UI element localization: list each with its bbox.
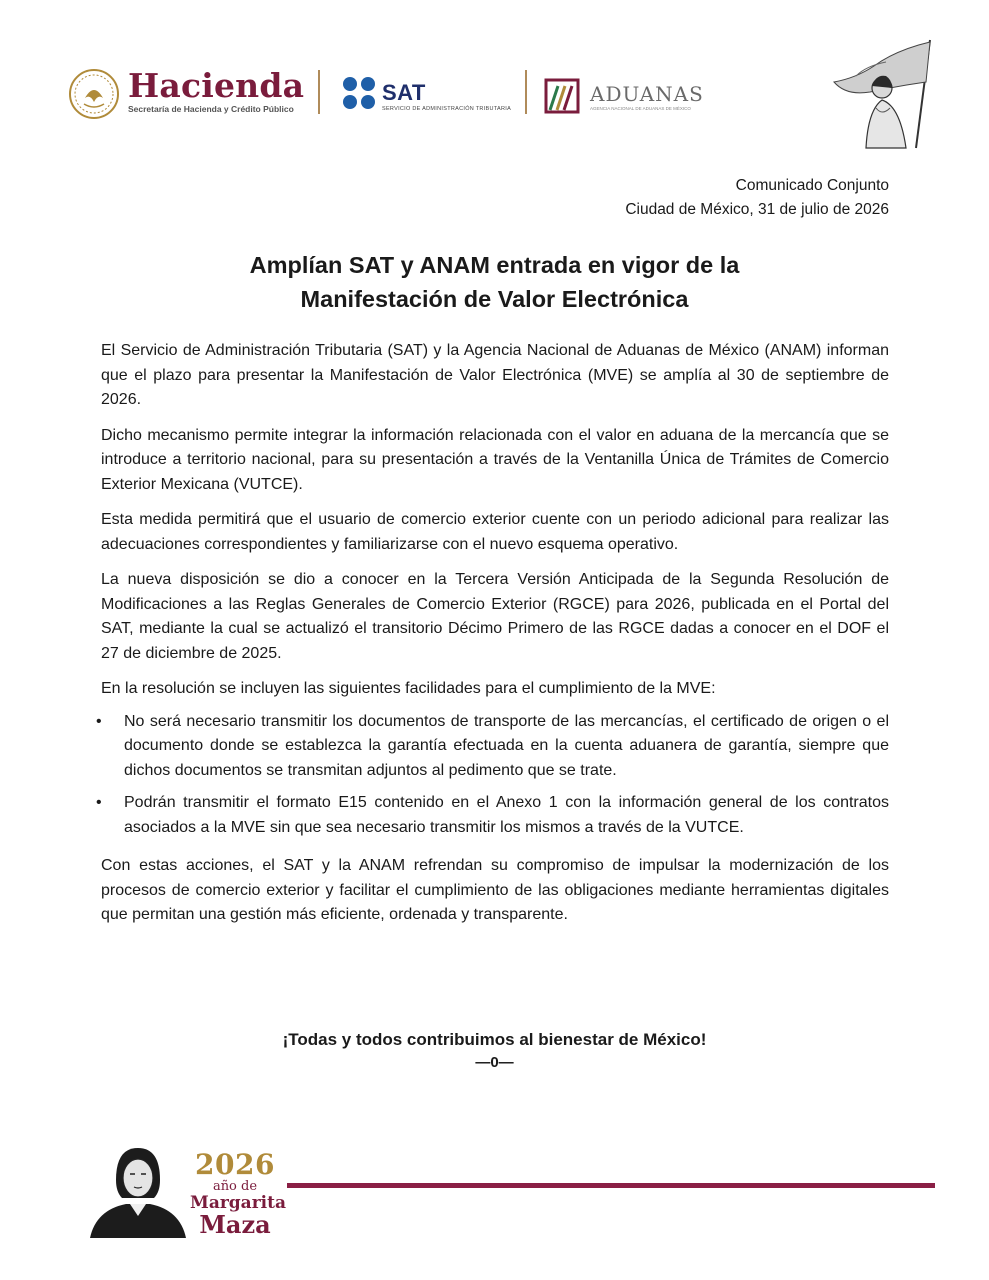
hacienda-wordmark: Hacienda <box>128 66 305 105</box>
year-number: 2026 <box>195 1148 275 1181</box>
bullet-icon: • <box>96 712 102 730</box>
list-item-text: Podrán transmitir el formato E15 contenido en el Anexo 1 con la información general de los contratos asociados a la MVE sin que sea necesario transmitir los mismos a través de la VUTCE. <box>124 794 889 836</box>
header-logos <box>68 64 728 124</box>
title-line-2: Manifestación de Valor Electrónica <box>300 286 689 312</box>
list-item <box>96 710 889 784</box>
list-item <box>96 791 889 840</box>
logo-divider <box>525 70 527 114</box>
sat-dots-icon <box>342 76 376 110</box>
national-seal-icon <box>68 68 120 120</box>
footer-rule <box>287 1183 935 1188</box>
title-line-1: Amplían SAT y ANAM entrada en vigor de la <box>249 252 740 278</box>
hacienda-logo <box>68 66 308 122</box>
paragraph: Con estas acciones, el SAT y la ANAM refrendan su compromiso de impulsar la modernización de los procesos de comercio exterior y facilitar el cumplimiento de las obligaciones mediante herramientas digitales que permitan una gestión más eficiente, ordenada y transparente. <box>101 857 889 923</box>
aduanas-logo <box>544 76 744 116</box>
paragraph: La nueva disposición se dio a conocer en la Tercera Versión Anticipada de la Segunda Resolución de Modificaciones a las Reglas Generales de Comercio Exterior (RGCE) para 2026, publicada en el Portal del SAT, mediante la cual se actualizó el transitorio Décimo Primero de las RGCE dadas a conocer en el DOF el 27 de diciembre de 2025. <box>101 571 889 662</box>
year-ano-label: año de <box>212 1179 258 1194</box>
sat-subtitle: SERVICIO DE ADMINISTRACIÓN TRIBUTARIA <box>382 106 512 112</box>
sat-wordmark: SAT <box>382 80 426 105</box>
aduanas-mark-icon <box>544 78 580 114</box>
place-and-date: Ciudad de México, 31 de julio de 2026 <box>625 201 889 218</box>
hacienda-subtitle: Secretaría de Hacienda y Crédito Público <box>128 104 294 114</box>
paragraph: Esta medida permitirá que el usuario de comercio exterior cuente con un periodo adicional para realizar las adecuaciones correspondientes y familiarizarse con el nuevo esquema operativo. <box>101 511 889 553</box>
release-type: Comunicado Conjunto <box>735 177 889 194</box>
year-logo <box>190 1148 286 1239</box>
paragraph: En la resolución se incluyen las siguientes facilidades para el cumplimiento de la MVE: <box>101 680 716 697</box>
logo-divider <box>318 70 320 114</box>
closing-slogan: ¡Todas y todos contribuimos al bienestar de México! <box>282 1030 707 1049</box>
sat-logo <box>342 76 522 116</box>
dateline <box>625 174 889 222</box>
list-item-text: No será necesario transmitir los documentos de transporte de las mercancías, el certificado de origen o el documento donde se establezca la garantía efectuada en la cuenta aduanera de garantía, siempre que dichos documentos se transmitan adjuntos al pedimento que se trate. <box>124 712 889 779</box>
bullet-icon: • <box>96 794 102 811</box>
end-mark: —0— <box>475 1054 514 1071</box>
facilities-list <box>96 710 889 841</box>
year-name-first: Margarita <box>190 1193 286 1213</box>
paragraph: El Servicio de Administración Tributaria (SAT) y la Agencia Nacional de Aduanas de México (ANAM) informan que el plazo para presentar la Manifestación de Valor Electrónica (MVE) se amplía al 30 de septiembre de 2026. <box>101 342 889 408</box>
year-name-last: Maza <box>199 1210 271 1239</box>
portrait-illustration-icon <box>86 1140 190 1238</box>
aduanas-wordmark: ADUANAS <box>590 82 704 106</box>
flag-bearer-illustration-icon <box>826 36 938 152</box>
aduanas-subtitle: AGENCIA NACIONAL DE ADUANAS DE MÉXICO <box>590 106 691 111</box>
paragraph: Dicho mecanismo permite integrar la información relacionada con el valor en aduana de la mercancía que se introduce a territorio nacional, para su presentación a través de la Ventanilla Única de Trámites de Comercio Exterior Mexicana (VUTCE). <box>101 426 889 493</box>
press-release-body <box>96 339 889 939</box>
press-release-title <box>100 248 889 316</box>
